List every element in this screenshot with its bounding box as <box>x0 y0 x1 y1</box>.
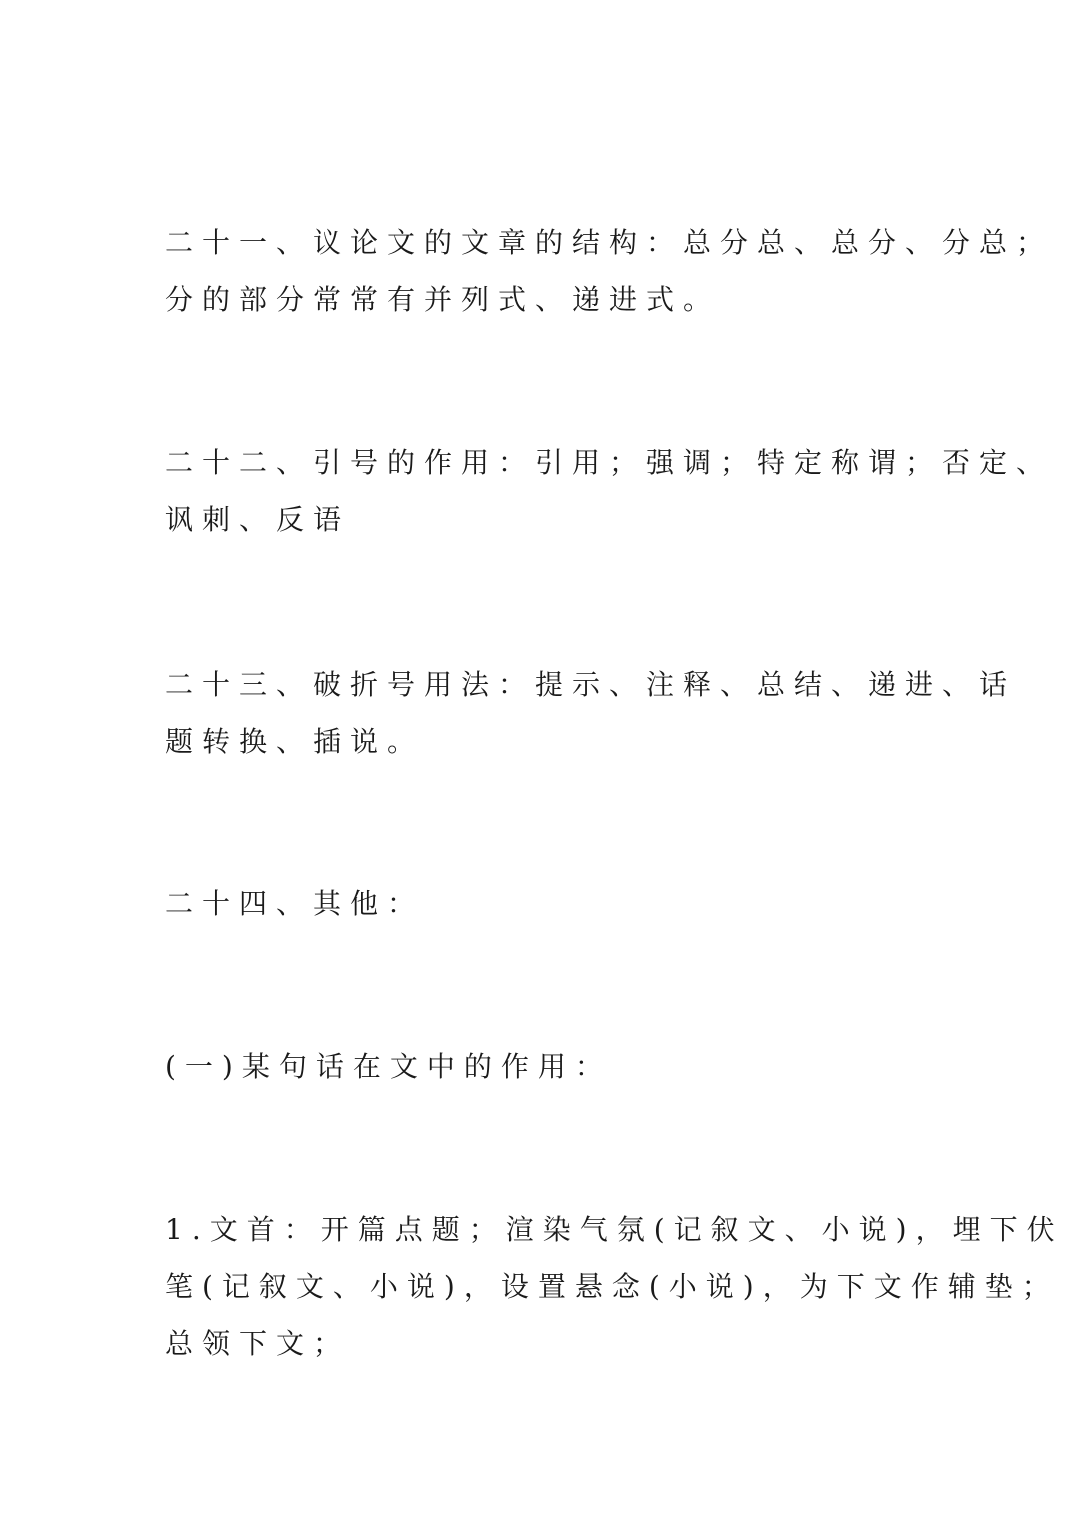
text-line: 讽刺、反语 <box>165 503 351 536</box>
text-line: 二十四、其他： <box>165 887 425 920</box>
text-line: 笔(记叙文、小说)，设置悬念(小说)，为下文作辅垫； <box>165 1270 1059 1303</box>
subsection-1-heading <box>165 1038 925 1095</box>
text-line: 1.文首：开篇点题；渲染气氛(记叙文、小说)，埋下伏 <box>165 1213 1064 1246</box>
section-24-heading <box>165 875 925 932</box>
section-21-paragraph <box>165 214 1054 328</box>
text-line: (一)某句话在文中的作用： <box>165 1050 612 1083</box>
text-line: 题转换、插说。 <box>165 725 425 758</box>
text-line: 二十二、引号的作用：引用；强调；特定称谓；否定、 <box>165 446 1054 479</box>
section-22-paragraph <box>165 434 1054 548</box>
item-1-paragraph <box>165 1201 1064 1372</box>
section-23-paragraph <box>165 656 1017 770</box>
text-line: 二十三、破折号用法：提示、注释、总结、递进、话 <box>165 668 1017 701</box>
text-line: 总领下文； <box>165 1327 351 1360</box>
text-line: 二十一、议论文的文章的结构：总分总、总分、分总； <box>165 226 1054 259</box>
text-line: 分的部分常常有并列式、递进式。 <box>165 283 721 316</box>
